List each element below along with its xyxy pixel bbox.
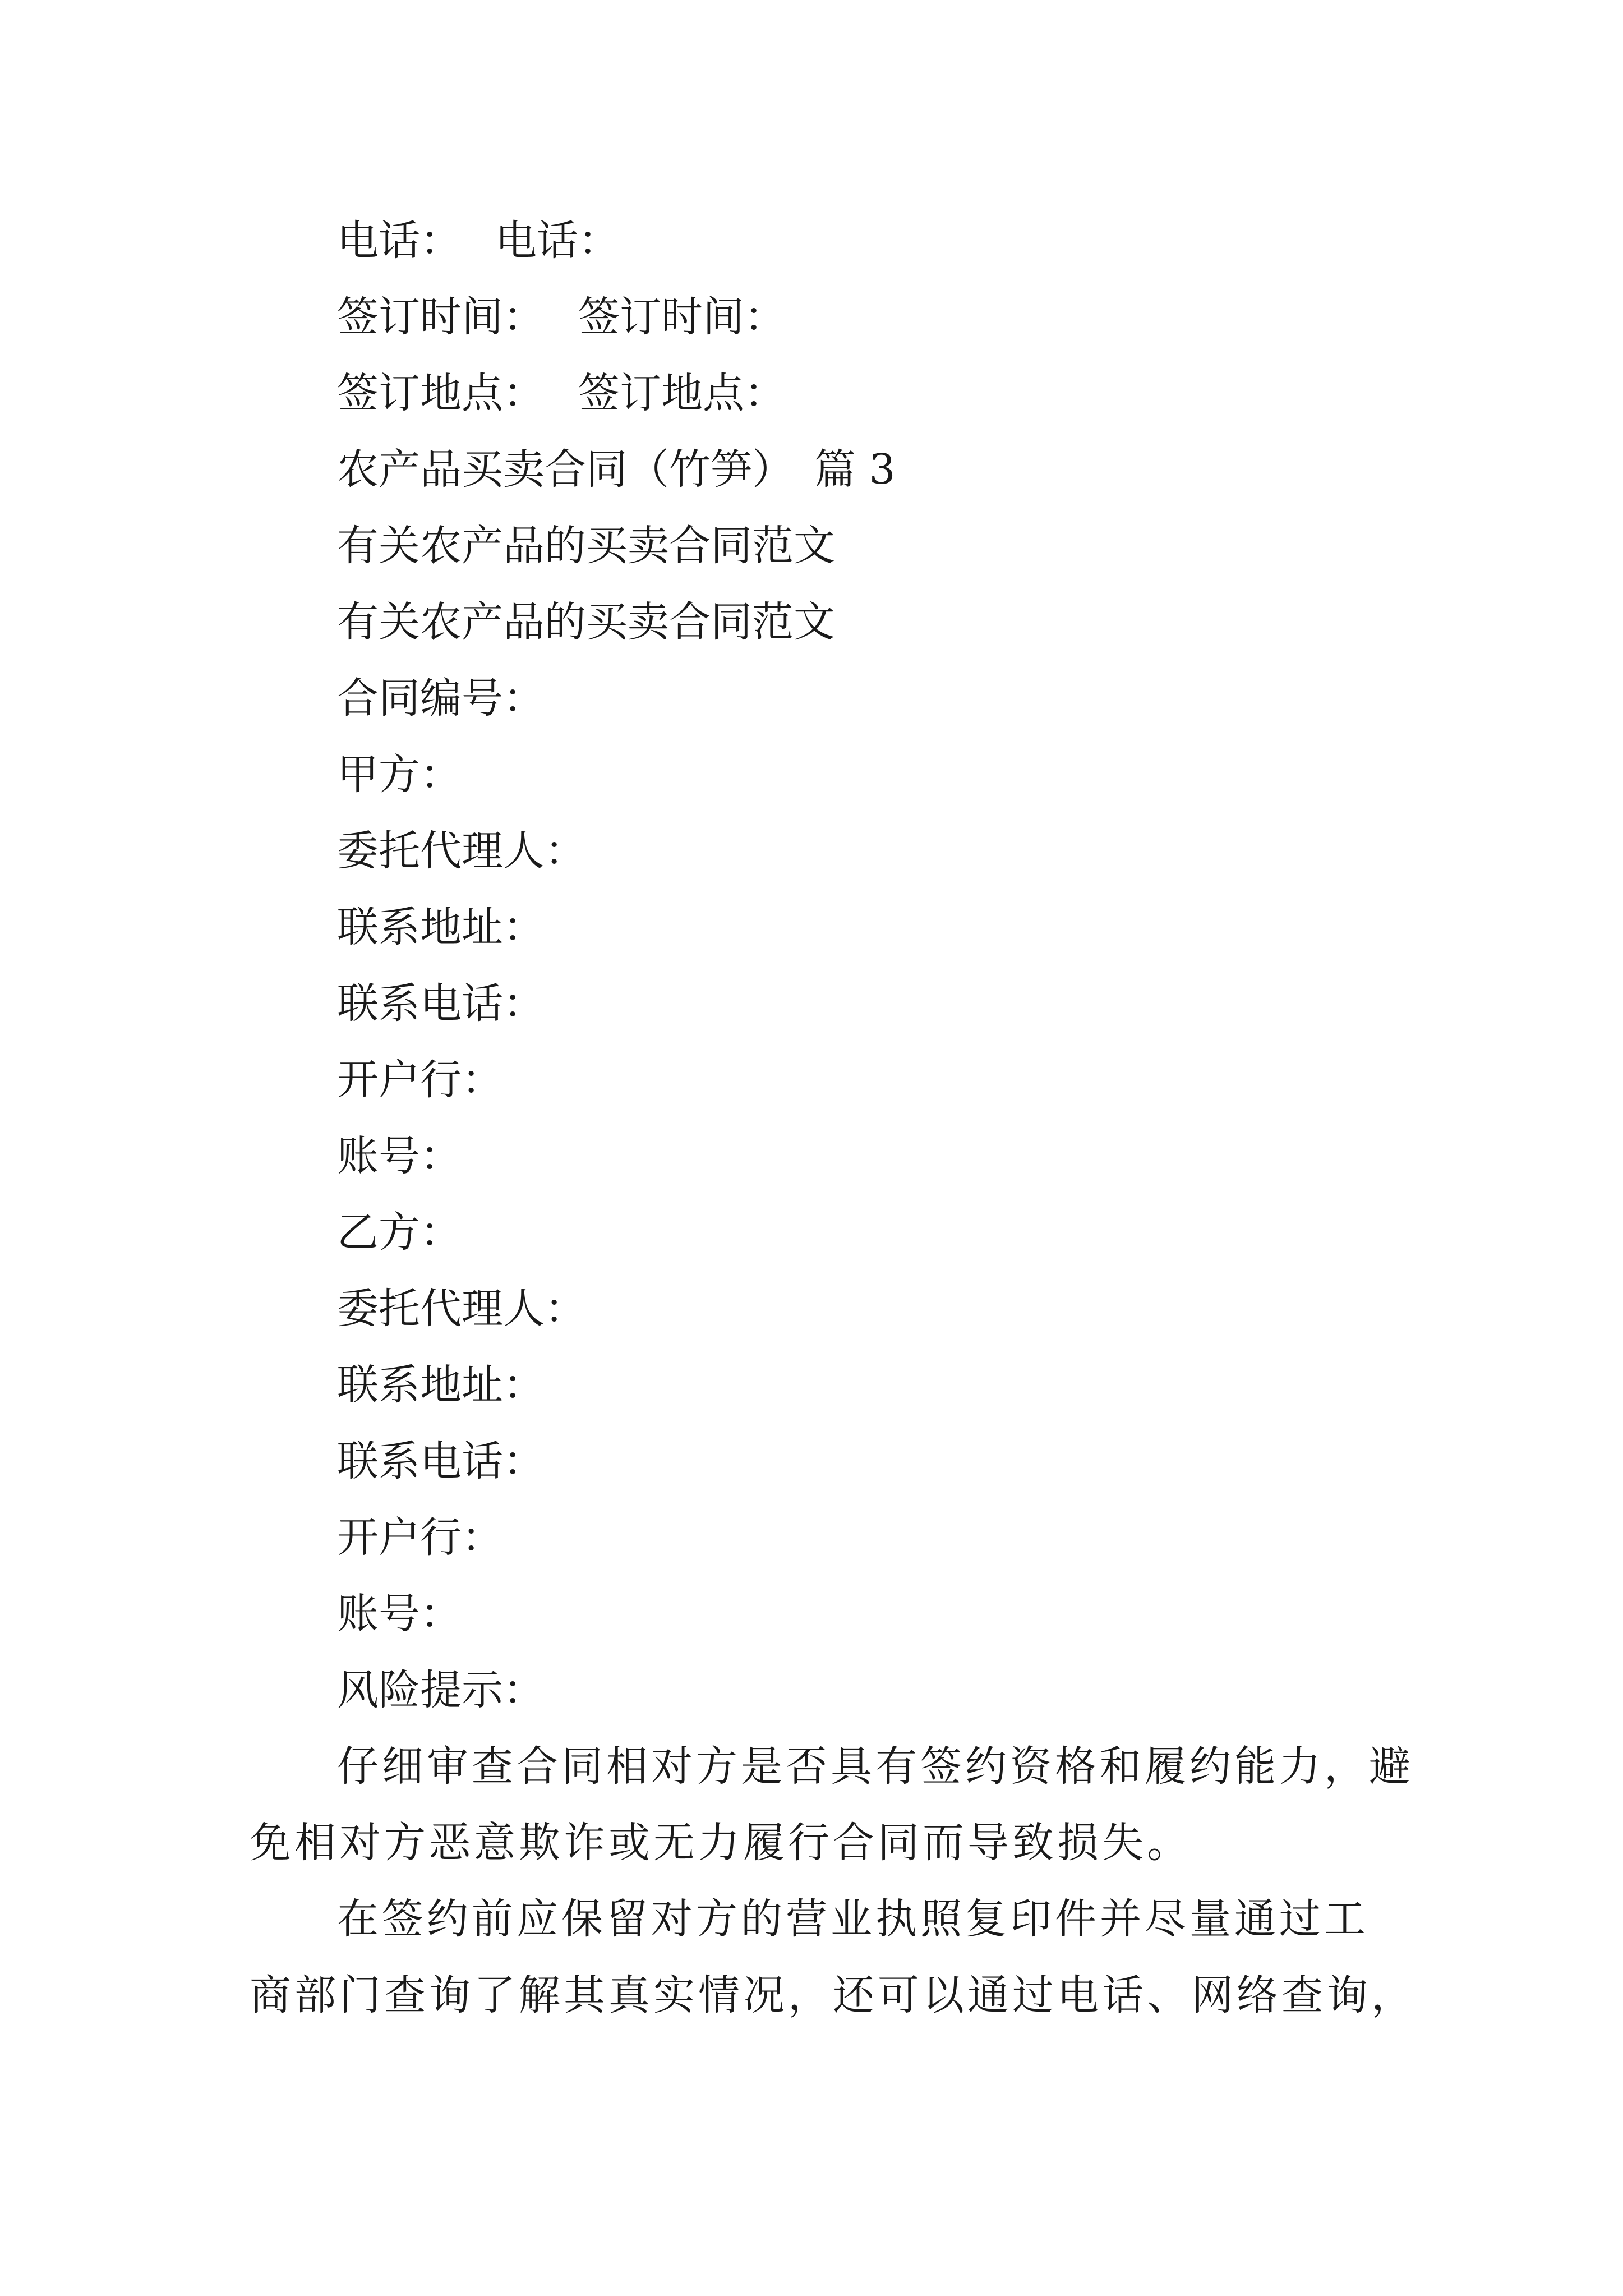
signing-time-line: [337, 292, 786, 342]
phone-line: [337, 215, 620, 266]
party-b-address-label: 联系地址：: [337, 1361, 545, 1409]
document-title-1: 有关农产品的买卖合同范文: [337, 522, 835, 570]
party-a-phone-label: 联系电话：: [337, 979, 545, 1028]
contract-number-label: 合同编号：: [337, 674, 545, 723]
signing-place-line: [337, 368, 786, 418]
party-b-label: 乙方：: [337, 1208, 462, 1257]
party-a-bank-label: 开户行：: [337, 1056, 503, 1104]
signing-place-label-b: 签订地点：: [578, 369, 786, 417]
risk-paragraph-1-line-2: 免相对方恶意欺诈或无力履行合同而导致损失。: [250, 1819, 1192, 1867]
party-b-bank-label: 开户行：: [337, 1513, 503, 1562]
party-b-phone-label: 联系电话：: [337, 1437, 545, 1485]
document-title-2: 有关农产品的买卖合同范文: [337, 598, 835, 646]
party-a-address-label: 联系地址：: [337, 903, 545, 951]
phone-label-b: 电话：: [495, 217, 620, 265]
phone-label-a: 电话：: [337, 217, 462, 265]
party-b-agent-label: 委托代理人：: [337, 1285, 586, 1333]
risk-paragraph-2-line-1: 在签约前应保留对方的营业执照复印件并尽量通过工: [337, 1895, 1369, 1943]
risk-paragraph-2-line-2: 商部门查询了解其真实情况，还可以通过电话、网络查询，: [250, 1971, 1416, 2019]
section-heading: 农产品买卖合同（竹笋） 篇 3: [337, 445, 896, 494]
signing-time-label-b: 签订时间：: [578, 293, 786, 341]
signing-place-label-a: 签订地点：: [337, 369, 545, 417]
risk-warning-label: 风险提示：: [337, 1666, 545, 1714]
party-a-label: 甲方：: [337, 751, 462, 799]
signing-time-label-a: 签订时间：: [337, 293, 545, 341]
party-a-account-label: 账号：: [337, 1132, 462, 1180]
party-a-agent-label: 委托代理人：: [337, 827, 586, 875]
party-b-account-label: 账号：: [337, 1590, 462, 1638]
risk-paragraph-1-line-1: 仔细审查合同相对方是否具有签约资格和履约能力，避: [337, 1742, 1414, 1791]
